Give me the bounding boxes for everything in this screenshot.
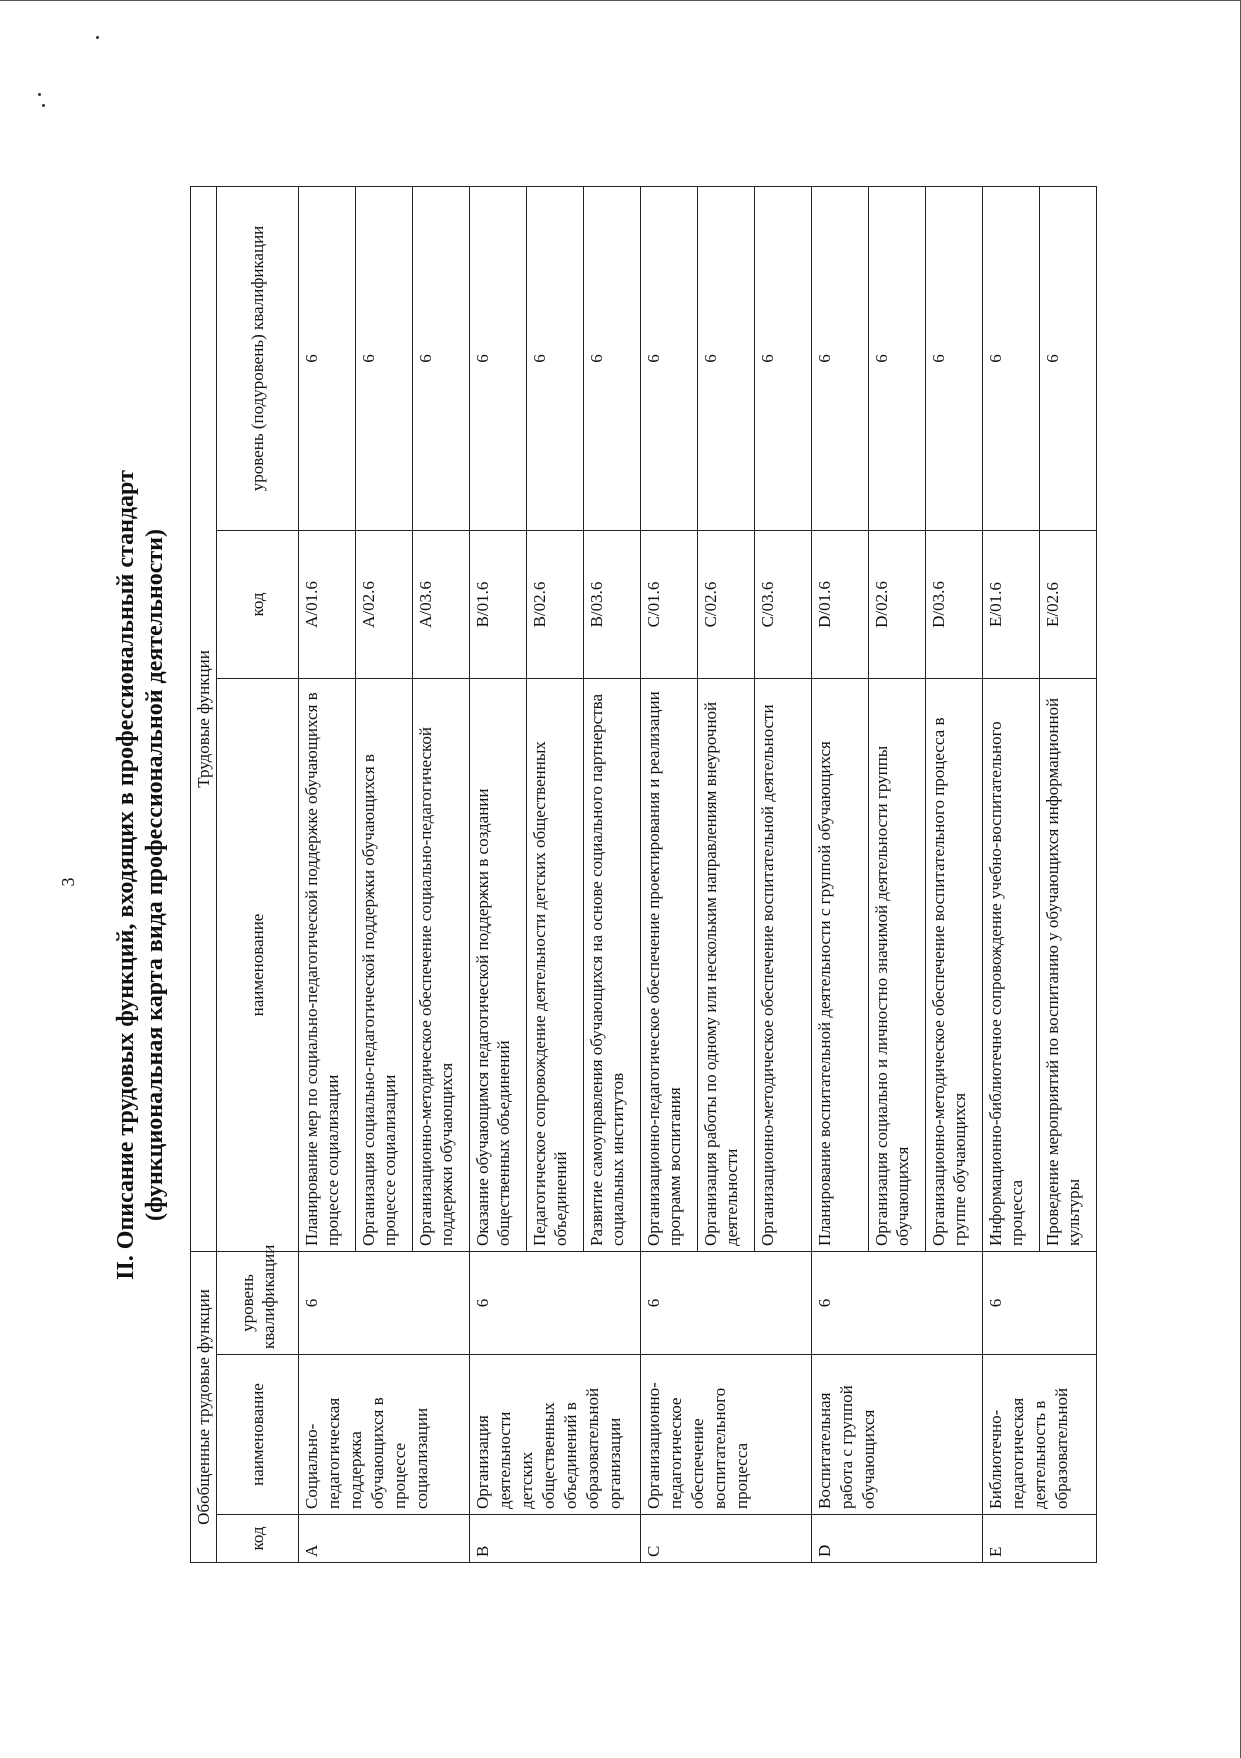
header-qualification-level: уровень квалификации	[217, 1252, 299, 1355]
function-code: D/02.6	[869, 531, 926, 679]
group-level: 6	[470, 1252, 641, 1355]
header-function-code: код	[217, 531, 299, 679]
function-name: Развитие самоуправления обучающихся на основе социального партнерства социальных институтов	[584, 679, 641, 1252]
function-level: 6	[470, 186, 527, 530]
function-name: Педагогическое сопровождение деятельности детских общественных объединений	[527, 679, 584, 1252]
function-code: D/01.6	[812, 531, 869, 679]
function-code: A/01.6	[299, 531, 356, 679]
title-line-2: (функциональная карта вида профессиональной деятельности)	[142, 529, 168, 1222]
function-level: 6	[1040, 186, 1097, 530]
table-row	[983, 186, 1040, 1562]
function-code: E/02.6	[1040, 531, 1097, 679]
function-name: Организационно-педагогическое обеспечение проектирования и реализации программ воспитания	[641, 679, 698, 1252]
function-level: 6	[527, 186, 584, 530]
group-level: 6	[983, 1252, 1097, 1355]
function-level: 6	[584, 186, 641, 530]
header-function-level: уровень (подуровень) квалификации	[217, 186, 299, 530]
function-level: 6	[356, 186, 413, 530]
function-level: 6	[926, 186, 983, 530]
function-level: 6	[299, 186, 356, 530]
function-name: Организационно-методическое обеспечение воспитательного процесса в группе обучающихся	[926, 679, 983, 1252]
header-function-name: наименование	[217, 679, 299, 1252]
function-name: Организационно-методическое обеспечение воспитательной деятельности	[755, 679, 812, 1252]
function-name: Организация работы по одному или нескольким направлениям внеурочной деятельности	[698, 679, 755, 1252]
function-level: 6	[641, 186, 698, 530]
function-code: B/03.6	[584, 531, 641, 679]
function-level: 6	[983, 186, 1040, 530]
function-level: 6	[869, 186, 926, 530]
page-number: 3	[58, 877, 78, 887]
group-name: Библиотечно-педагогическая деятельность в образовательной	[983, 1355, 1097, 1515]
group-name: Воспитательная работа с группой обучающихся	[812, 1355, 983, 1515]
function-level: 6	[812, 186, 869, 530]
function-name: Организационно-методическое обеспечение социально-педагогической поддержки обучающихся	[413, 679, 470, 1252]
function-level: 6	[698, 186, 755, 530]
function-name: Информационно-библиотечное сопровождение учебно-воспитательного процесса	[983, 679, 1040, 1252]
function-code: D/03.6	[926, 531, 983, 679]
function-level: 6	[413, 186, 470, 530]
table-row	[470, 186, 527, 1562]
header-labor-functions: Трудовые функции	[191, 186, 217, 1251]
function-name: Организация социально и личностно значимой деятельности группы обучающихся	[869, 679, 926, 1252]
group-code: E	[983, 1515, 1097, 1563]
group-code: D	[812, 1515, 983, 1563]
function-name: Организация социально-педагогической поддержки обучающихся в процессе социализации	[356, 679, 413, 1252]
table-row	[299, 186, 356, 1562]
title-line-1: II. Описание трудовых функций, входящих в профессиональный стандарт	[113, 470, 139, 1280]
table-row	[812, 186, 869, 1562]
group-level: 6	[299, 1252, 470, 1355]
function-code: B/02.6	[527, 531, 584, 679]
group-code: A	[299, 1515, 470, 1563]
function-name: Оказание обучающимся педагогической поддержки в создании общественных объединений	[470, 679, 527, 1252]
group-level: 6	[641, 1252, 812, 1355]
group-name: Организационно-педагогическое обеспечение воспитательного процесса	[641, 1355, 812, 1515]
functional-map-table	[190, 186, 1097, 1563]
function-code: E/01.6	[983, 531, 1040, 679]
table-row	[641, 186, 698, 1562]
document-title	[112, 192, 170, 1558]
group-code: C	[641, 1515, 812, 1563]
function-level: 6	[755, 186, 812, 530]
function-name: Планирование воспитательной деятельности с группой обучающихся	[812, 679, 869, 1252]
group-name: Социально-педагогическая поддержка обучающихся в процессе социализации	[299, 1355, 470, 1515]
header-name: наименование	[217, 1355, 299, 1515]
function-name: Планирование мер по социально-педагогической поддержке обучающихся в процессе социализации	[299, 679, 356, 1252]
function-code: A/03.6	[413, 531, 470, 679]
function-code: A/02.6	[356, 531, 413, 679]
group-name: Организация деятельности детских общественных объединений в образовательной организации	[470, 1355, 641, 1515]
function-code: C/03.6	[755, 531, 812, 679]
function-name: Проведение мероприятий по воспитанию у обучающихся информационной культуры	[1040, 679, 1097, 1252]
group-code: B	[470, 1515, 641, 1563]
group-level: 6	[812, 1252, 983, 1355]
function-code: C/02.6	[698, 531, 755, 679]
header-generalized-functions: Обобщенные трудовые функции	[191, 1252, 217, 1563]
function-code: B/01.6	[470, 531, 527, 679]
header-code: код	[217, 1515, 299, 1563]
function-code: C/01.6	[641, 531, 698, 679]
